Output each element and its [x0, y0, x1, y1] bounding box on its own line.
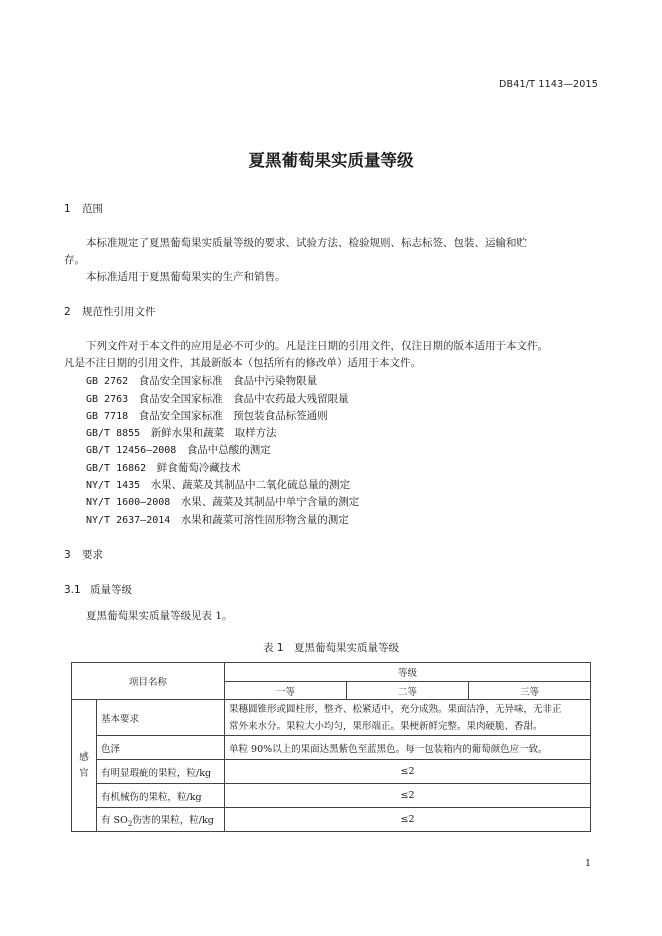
row-value: 单粒 90%以上的果面达黑紫色至蓝黑色。每一包装箱内的葡萄颜色应一致。: [225, 736, 591, 760]
reference-item: [86, 408, 328, 423]
table-row: [72, 760, 591, 784]
reference-item: [86, 425, 277, 440]
row-value: ≤2: [225, 760, 591, 784]
row-item: 有明显瑕疵的果粒，粒/kg: [97, 760, 225, 784]
reference-code: GB/T 12456—2008: [86, 445, 177, 456]
row-item: 色泽: [97, 736, 225, 760]
row-value: ≤2: [225, 808, 591, 832]
section-2-heading: [64, 304, 156, 319]
section-3-1-number: 3.1: [64, 584, 81, 596]
reference-item: [86, 442, 271, 457]
grade-first: 一等: [225, 682, 347, 700]
section-3-heading: [64, 547, 103, 562]
reference-item: [86, 373, 317, 388]
reference-code: GB/T 16862: [86, 463, 147, 474]
reference-item: [86, 494, 359, 509]
section-1-heading: [64, 201, 103, 216]
row-item: 有机械伤的果粒，粒/kg: [97, 784, 225, 808]
document-number: DB41/T 1143—2015: [499, 79, 598, 90]
reference-title: 水果、蔬菜及其制品中二氧化硫总量的测定: [150, 479, 351, 491]
reference-code: GB 2762: [86, 376, 129, 387]
row-item: [97, 808, 225, 832]
row-item: 基本要求: [97, 700, 225, 736]
table-row: [72, 736, 591, 760]
sensory-label-char-2: 官: [79, 767, 89, 779]
quality-grade-table: [71, 662, 591, 832]
reference-code: NY/T 2637—2014: [86, 515, 171, 526]
reference-title: 食品安全国家标准 食品中农药最大残留限量: [138, 393, 349, 405]
table-row: [72, 784, 591, 808]
header-grade: 等级: [225, 663, 591, 682]
section-1-number: 1: [64, 203, 71, 215]
reference-code: GB/T 8855: [86, 428, 141, 439]
section-2-title: 规范性引用文件: [82, 306, 156, 318]
reference-title: 食品安全国家标准 预包装食品标签通则: [138, 410, 328, 422]
row-value: [225, 700, 591, 736]
reference-item: [86, 391, 349, 406]
reference-code: NY/T 1600—2008: [86, 497, 171, 508]
grade-second: 二等: [347, 682, 469, 700]
section-1-para-1-line-1: 本标准规定了夏黑葡萄果实质量等级的要求、试验方法、检验规则、标志标签、包装、运输和贮: [86, 237, 527, 249]
grade-third: 三等: [469, 682, 591, 700]
section-1-para-2: 本标准适用于夏黑葡萄果实的生产和销售。: [86, 271, 286, 283]
row-value-line-2: 常外来水分。果粒大小均匀，果形端正。果梗新鲜完整。果肉硬脆、香甜。: [229, 720, 543, 732]
section-1-title: 范围: [82, 203, 103, 215]
header-item-name: 项目名称: [72, 663, 225, 700]
reference-code: NY/T 1435: [86, 480, 141, 491]
section-2-para-line-1: 下列文件对于本文件的应用是必不可少的。凡是注日期的引用文件，仅注日期的版本适用于本文件。: [86, 340, 548, 352]
document-title: 夏黑葡萄果实质量等级: [248, 151, 414, 170]
table-row: [72, 700, 591, 736]
reference-title: 水果、蔬菜及其制品中单宁含量的测定: [180, 496, 360, 508]
section-1-para-1-line-2: 存。: [64, 254, 85, 266]
reference-item: [86, 512, 349, 527]
row-item-suffix: 伤害的果粒，粒/kg: [132, 814, 214, 826]
row-value-line-1: 果穗圆锥形或圆柱形，整齐、松紧适中，充分成熟。果面洁净，无异味，无非正: [229, 703, 562, 715]
reference-item: [86, 477, 350, 492]
reference-title: 食品中总酸的测定: [186, 444, 271, 456]
section-2-number: 2: [64, 306, 71, 318]
page-number: 1: [584, 858, 591, 869]
reference-title: 鲜食葡萄冷藏技术: [156, 462, 241, 474]
row-value: ≤2: [225, 784, 591, 808]
reference-title: 食品安全国家标准 食品中污染物限量: [138, 375, 318, 387]
table-caption: 表 1 夏黑葡萄果实质量等级: [262, 642, 400, 654]
section-3-number: 3: [64, 549, 71, 561]
sensory-label-char-1: 感: [79, 751, 89, 763]
section-3-1-title: 质量等级: [90, 584, 132, 596]
table-row: [72, 808, 591, 832]
section-2-para-line-2: 凡是不注日期的引用文件，其最新版本（包括所有的修改单）适用于本文件。: [64, 357, 421, 369]
reference-item: [86, 460, 241, 475]
sensory-group-label: [72, 700, 97, 832]
reference-title: 新鲜水果和蔬菜 取样方法: [150, 427, 277, 439]
row-item-prefix: 有 SO: [101, 814, 128, 826]
section-3-1-para: 夏黑葡萄果实质量等级见表 1。: [86, 610, 233, 622]
reference-code: GB 2763: [86, 394, 129, 405]
reference-title: 水果和蔬菜可溶性固形物含量的测定: [180, 514, 349, 526]
reference-code: GB 7718: [86, 411, 129, 422]
section-3-1-heading: [64, 582, 132, 597]
row-item-subscript: 2: [127, 819, 133, 828]
section-3-title: 要求: [82, 549, 103, 561]
